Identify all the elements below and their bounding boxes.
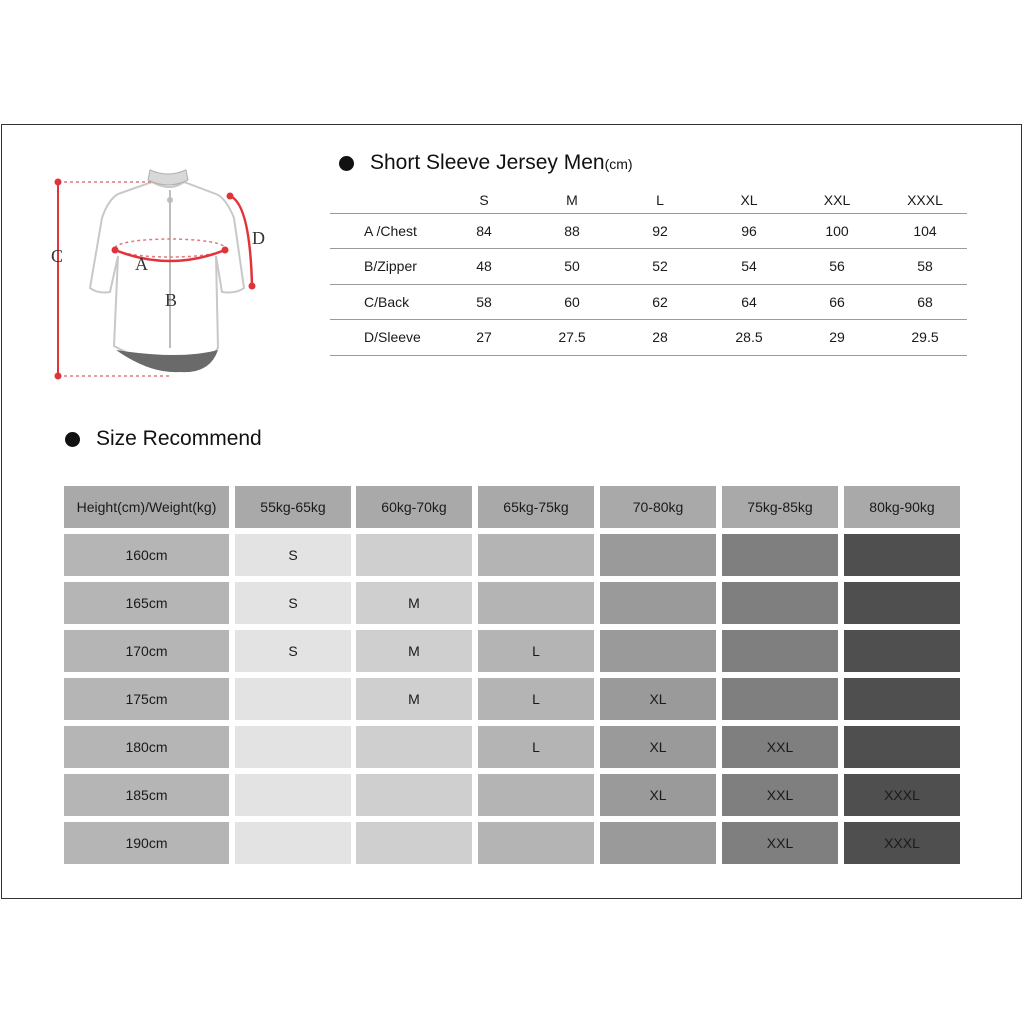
size-cell: XXXL <box>844 774 960 816</box>
size-cell: XXL <box>722 822 838 864</box>
size-cell: L <box>478 678 594 720</box>
size-cell: L <box>478 726 594 768</box>
measure-d-bottom-dot <box>249 283 256 290</box>
measurement-value: 29.5 <box>911 329 939 345</box>
size-header: XXL <box>823 192 851 208</box>
size-cell <box>844 534 960 576</box>
measurement-value: 66 <box>829 294 845 310</box>
measurements-unit: (cm) <box>604 156 633 172</box>
measurement-label: C/Back <box>364 294 410 310</box>
measurement-value: 58 <box>476 294 492 310</box>
size-cell <box>478 822 594 864</box>
size-cell <box>722 630 838 672</box>
label-a: A <box>135 254 148 274</box>
measurement-label: B/Zipper <box>364 258 417 274</box>
measure-c-bottom-dot <box>55 373 62 380</box>
size-cell <box>235 822 351 864</box>
size-header: XL <box>740 192 758 208</box>
size-cell <box>844 582 960 624</box>
size-cell <box>356 534 472 576</box>
measurement-value: 28.5 <box>735 329 763 345</box>
size-header: S <box>479 192 489 208</box>
measurement-row-back <box>330 284 967 320</box>
size-cell <box>600 582 716 624</box>
jersey-outline <box>90 182 244 364</box>
size-cell <box>600 534 716 576</box>
size-cell <box>722 534 838 576</box>
size-cell: XXL <box>722 726 838 768</box>
size-cell <box>478 582 594 624</box>
size-header: M <box>566 192 578 208</box>
measure-a-right-dot <box>222 247 229 254</box>
measurement-value: 62 <box>652 294 668 310</box>
size-cell: S <box>235 582 351 624</box>
bullet-icon <box>339 156 354 171</box>
size-cell: XL <box>600 678 716 720</box>
zipper-pull <box>167 197 173 203</box>
measurement-value: 56 <box>829 258 845 274</box>
size-cell <box>844 726 960 768</box>
size-cell: S <box>235 630 351 672</box>
measurement-value: 96 <box>741 223 757 239</box>
measurement-row-zipper <box>330 248 967 284</box>
size-cell <box>356 726 472 768</box>
measurements-title <box>370 151 633 175</box>
measurement-value: 52 <box>652 258 668 274</box>
weight-header: 80kg-90kg <box>844 486 960 528</box>
label-d: D <box>252 228 265 248</box>
height-label: 185cm <box>64 774 229 816</box>
weight-header: 60kg-70kg <box>356 486 472 528</box>
corner-label: Height(cm)/Weight(kg) <box>64 486 229 528</box>
size-cell <box>600 822 716 864</box>
weight-header: 75kg-85kg <box>722 486 838 528</box>
measure-c-top-dot <box>55 179 62 186</box>
height-label: 170cm <box>64 630 229 672</box>
height-label: 160cm <box>64 534 229 576</box>
measurement-row-chest <box>330 213 967 249</box>
weight-header: 70-80kg <box>600 486 716 528</box>
size-header: L <box>656 192 664 208</box>
size-cell: XL <box>600 726 716 768</box>
measurement-value: 104 <box>913 223 937 239</box>
measurement-value: 100 <box>825 223 849 239</box>
size-cell <box>722 678 838 720</box>
measurement-label: D/Sleeve <box>364 329 421 345</box>
size-cell <box>722 582 838 624</box>
height-label: 180cm <box>64 726 229 768</box>
size-cell <box>478 534 594 576</box>
size-cell: M <box>356 678 472 720</box>
measurement-value: 64 <box>741 294 757 310</box>
size-cell <box>235 774 351 816</box>
measurement-value: 92 <box>652 223 668 239</box>
size-cell <box>235 726 351 768</box>
measurement-label: A /Chest <box>364 223 417 239</box>
jersey-collar <box>148 170 188 185</box>
size-cell <box>478 774 594 816</box>
height-label: 190cm <box>64 822 229 864</box>
measurement-value: 27 <box>476 329 492 345</box>
measure-a-left-dot <box>112 247 119 254</box>
recommend-title: Size Recommend <box>96 427 262 450</box>
weight-header: 55kg-65kg <box>235 486 351 528</box>
measurement-value: 60 <box>564 294 580 310</box>
label-b: B <box>165 290 178 310</box>
size-cell <box>356 774 472 816</box>
measurement-value: 28 <box>652 329 668 345</box>
size-cell <box>844 630 960 672</box>
size-cell: L <box>478 630 594 672</box>
size-cell <box>235 678 351 720</box>
measure-d-top-dot <box>227 193 234 200</box>
measurement-value: 50 <box>564 258 580 274</box>
measurement-value: 29 <box>829 329 845 345</box>
measurements-title-text: Short Sleeve Jersey Men <box>370 151 605 174</box>
size-cell: M <box>356 582 472 624</box>
measurement-value: 48 <box>476 258 492 274</box>
size-cell: XL <box>600 774 716 816</box>
height-label: 175cm <box>64 678 229 720</box>
measurement-value: 27.5 <box>558 329 586 345</box>
measurement-value: 88 <box>564 223 580 239</box>
size-cell: S <box>235 534 351 576</box>
size-cell <box>600 630 716 672</box>
size-cell: XXL <box>722 774 838 816</box>
measurement-value: 84 <box>476 223 492 239</box>
size-cell: XXXL <box>844 822 960 864</box>
size-cell <box>356 822 472 864</box>
size-cell: M <box>356 630 472 672</box>
jersey-diagram <box>40 160 300 390</box>
measurement-value: 68 <box>917 294 933 310</box>
size-cell <box>844 678 960 720</box>
bullet-icon <box>65 432 80 447</box>
label-c: C <box>51 246 64 266</box>
measurements-bottom-rule <box>330 355 967 356</box>
height-label: 165cm <box>64 582 229 624</box>
measurement-row-sleeve <box>330 319 967 355</box>
measurement-value: 58 <box>917 258 933 274</box>
size-header: XXXL <box>907 192 943 208</box>
weight-header: 65kg-75kg <box>478 486 594 528</box>
measurement-value: 54 <box>741 258 757 274</box>
